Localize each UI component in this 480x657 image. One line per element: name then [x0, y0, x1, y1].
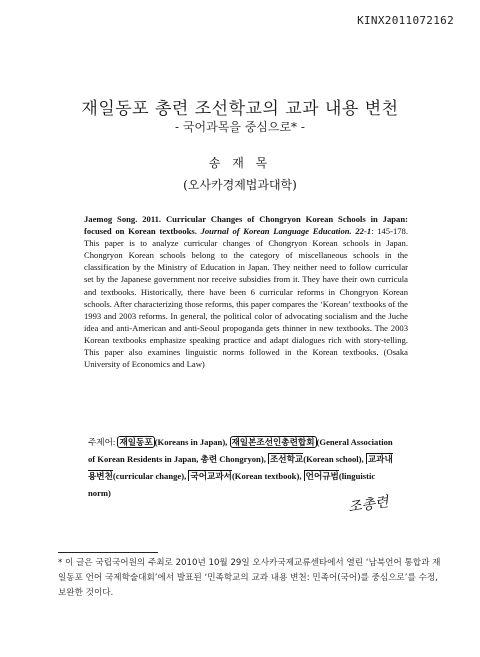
abstract-journal: Journal of Korean Language Education. 22-1 [200, 226, 372, 237]
document-id: KINX2011072162 [357, 14, 454, 27]
author-affiliation: (오사카경제법과대학) [183, 178, 297, 192]
keyword-en: (Koreans in Japan), [154, 437, 228, 447]
keywords [88, 434, 398, 502]
paper-title: 재일동포 총련 조선학교의 교과 내용 변천 [81, 99, 399, 119]
abstract-citation: Jaemog Song. 2011. Curricular Changes of Chongryon Korean Schools in Japan: focused on Korean textbooks. [84, 214, 408, 237]
keywords-label: 주제어: [88, 437, 116, 447]
keyword-ko: 언어규범 [305, 471, 339, 481]
keyword-en: (Korean school), [303, 454, 364, 464]
keyword-ko: 국어교과서 [190, 471, 232, 481]
keyword-ko: 재일본조선인총련합회 [231, 437, 315, 447]
keyword-ko: 재일동포 [119, 437, 153, 447]
keyword-en: (Korean textbook), [231, 471, 302, 481]
keyword-ko: 조선학교 [270, 454, 304, 464]
abstract-body: : 145-178. This paper is to analyze curricular changes of Chongryon Korean schools in Japan. Chongryon Korean schools belong to the category of miscellaneous schools in the classification by the Ministry of Education in Japan. They neither need to follow curricular set by the Japanese government nor receive subsidies from it. They have their own curricula and textbooks. Historically, there have been 6 curricular reforms in Chongryon Korean schools. After characterizing those reforms, this paper compares the ‘Korean’ textbooks of the 1993 and 2003 reforms. In general, the political color of advocating socialism and the Juche idea and anti-American and anti-Seoul propoganda gets thinner in new textbooks. The 2003 Korean textbooks emphasize speaking practice and adapt dialogues rich with story-telling. This paper also examines linguistic norms followed in the Korean textbooks. (Osaka University of Economics and Law) [84, 226, 408, 370]
author-name: 송 재 목 [208, 156, 272, 170]
handwritten-note: 조총련 [347, 494, 390, 516]
footnote-marker: * [58, 558, 63, 568]
abstract [84, 213, 408, 370]
footnote-text: 이 글은 국립국어원의 주최로 2010년 10월 29일 오사카국제교류센타에서 열린 ‘남북언어 통합과 재일동포 언어 국제학술대회’에서 발표된 ‘민족학교의 교과 내용 변천: 민족어(국어)를 중심으로’를 수정, 보완한 것이다. [58, 558, 441, 598]
keyword-en: (linguistic norm) [88, 471, 376, 498]
keyword-en: (General Association of Korean Residents in Japan, 총련 Chongryon), [88, 437, 393, 464]
footnote [58, 556, 442, 601]
footnote-divider [58, 552, 158, 553]
keyword-en: (curricular change), [112, 471, 187, 481]
keyword-ko: 교과내용변천 [88, 454, 393, 481]
paper-subtitle: - 국어과목을 중심으로* - [175, 120, 305, 134]
